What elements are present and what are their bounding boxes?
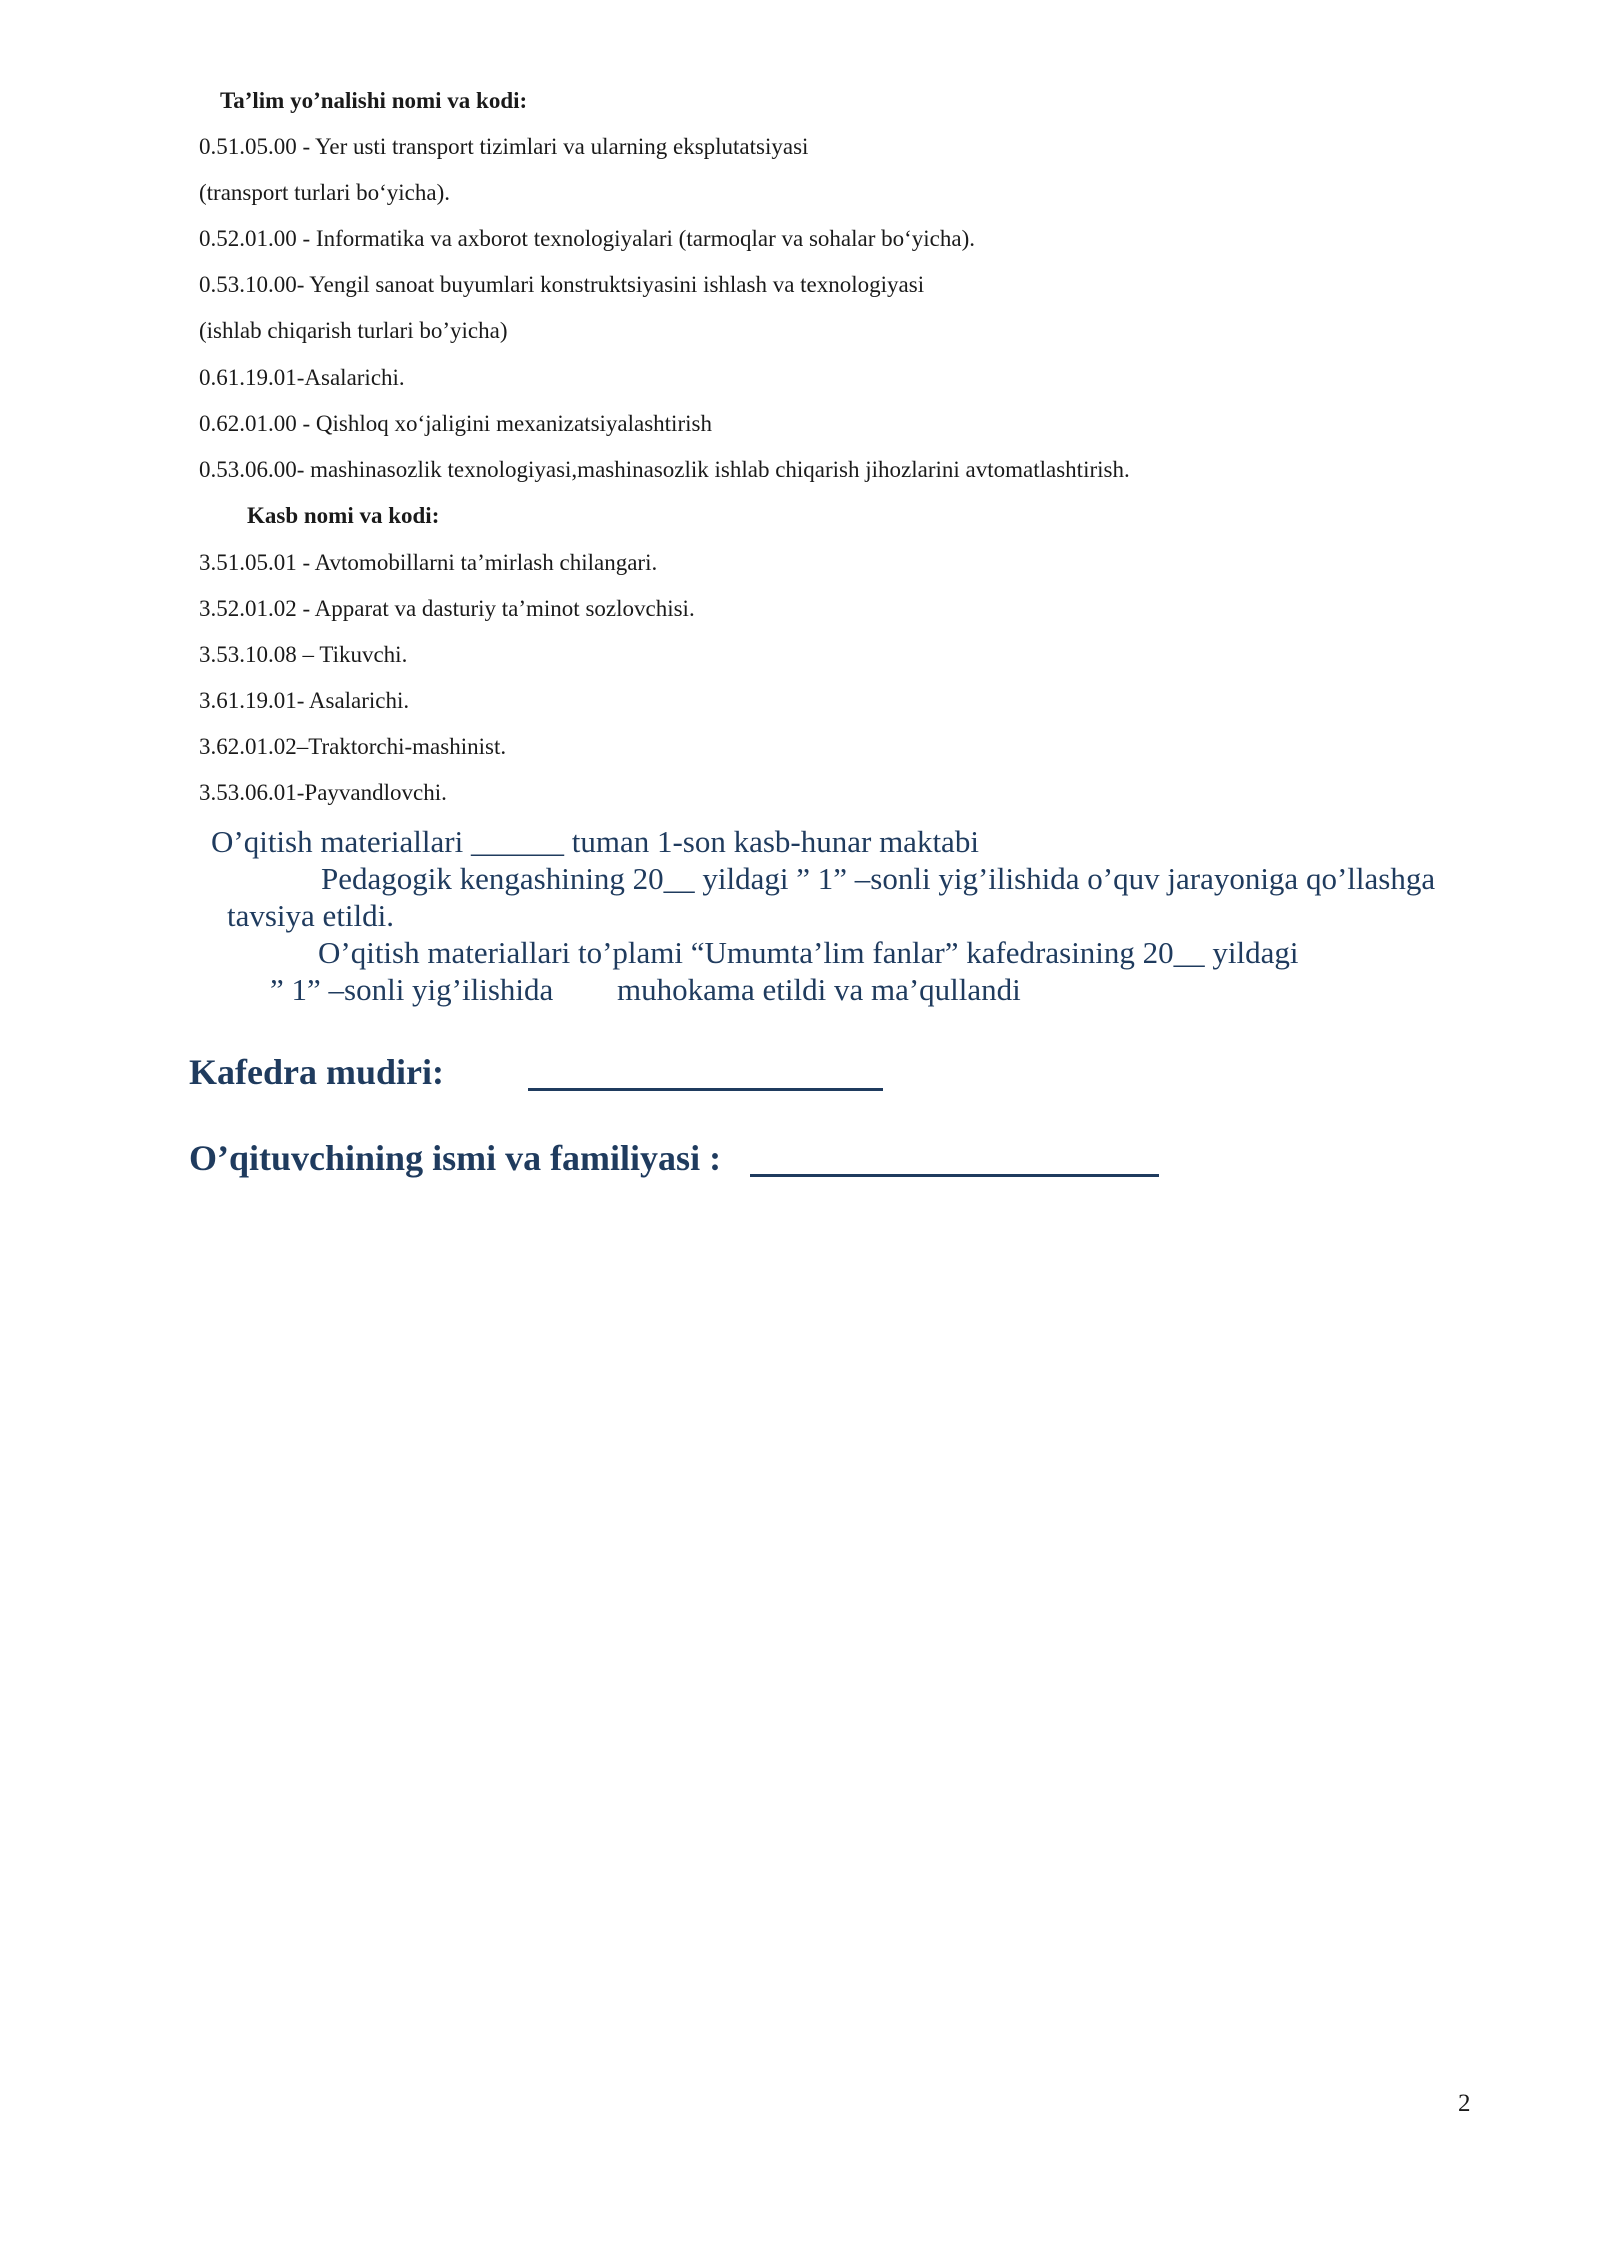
approval-line-3: tavsiya etildi. bbox=[227, 898, 395, 933]
direction-item: 0.62.01.00 - Qishloq xo‘jaligini mexanizatsiyalashtirish bbox=[199, 411, 712, 436]
direction-item: 0.53.10.00- Yengil sanoat buyumlari konstruktsiyasini ishlash va texnologiyasi bbox=[199, 272, 925, 297]
direction-item: (transport turlari bo‘yicha). bbox=[199, 180, 450, 205]
profession-item: 3.62.01.02–Traktorchi-mashinist. bbox=[199, 734, 507, 759]
direction-item: 0.53.06.00- mashinasozlik texnologiyasi,mashinasozlik ishlab chiqarish jihozlarini avtomatlashtirish. bbox=[199, 457, 1130, 482]
head-of-department-label: Kafedra mudiri: bbox=[189, 1052, 444, 1092]
profession-item: 3.61.19.01- Asalarichi. bbox=[199, 688, 410, 713]
teacher-name-label: O’qituvchining ismi va familiyasi : bbox=[189, 1138, 722, 1178]
direction-item: 0.51.05.00 - Yer usti transport tizimlari va ularning eksplutatsiyasi bbox=[199, 134, 809, 159]
profession-item: 3.53.10.08 – Tikuvchi. bbox=[199, 642, 408, 667]
profession-item: 3.52.01.02 - Apparat va dasturiy ta’minot sozlovchisi. bbox=[199, 596, 695, 621]
approval-line-4: O’qitish materiallari to’plami “Umumta’lim fanlar” kafedrasining 20__ yildagi bbox=[318, 935, 1299, 970]
head-of-department-signature-line bbox=[528, 1088, 883, 1091]
teacher-name-signature-line bbox=[750, 1174, 1159, 1177]
direction-item: 0.52.01.00 - Informatika va axborot texnologiyalari (tarmoqlar va sohalar bo‘yicha). bbox=[199, 226, 975, 251]
direction-item: (ishlab chiqarish turlari bo’yicha) bbox=[199, 318, 508, 343]
professions-heading: Kasb nomi va kodi: bbox=[247, 503, 440, 528]
approval-line-5a: ” 1” –sonli yig’ilishida bbox=[270, 972, 554, 1007]
directions-heading: Ta’lim yo’nalishi nomi va kodi: bbox=[220, 88, 528, 113]
profession-item: 3.51.05.01 - Avtomobillarni ta’mirlash chilangari. bbox=[199, 550, 658, 575]
page-number: 2 bbox=[1458, 2090, 1471, 2117]
approval-line-1: O’qitish materiallari ______ tuman 1-son kasb-hunar maktabi bbox=[211, 824, 979, 859]
direction-item: 0.61.19.01-Asalarichi. bbox=[199, 365, 405, 390]
approval-line-5b: muhokama etildi va ma’qullandi bbox=[617, 972, 1021, 1007]
approval-line-2: Pedagogik kengashining 20__ yildagi ” 1” –sonli yig’ilishida o’quv jarayoniga qo’llashga bbox=[321, 861, 1436, 896]
profession-item: 3.53.06.01-Payvandlovchi. bbox=[199, 780, 447, 805]
